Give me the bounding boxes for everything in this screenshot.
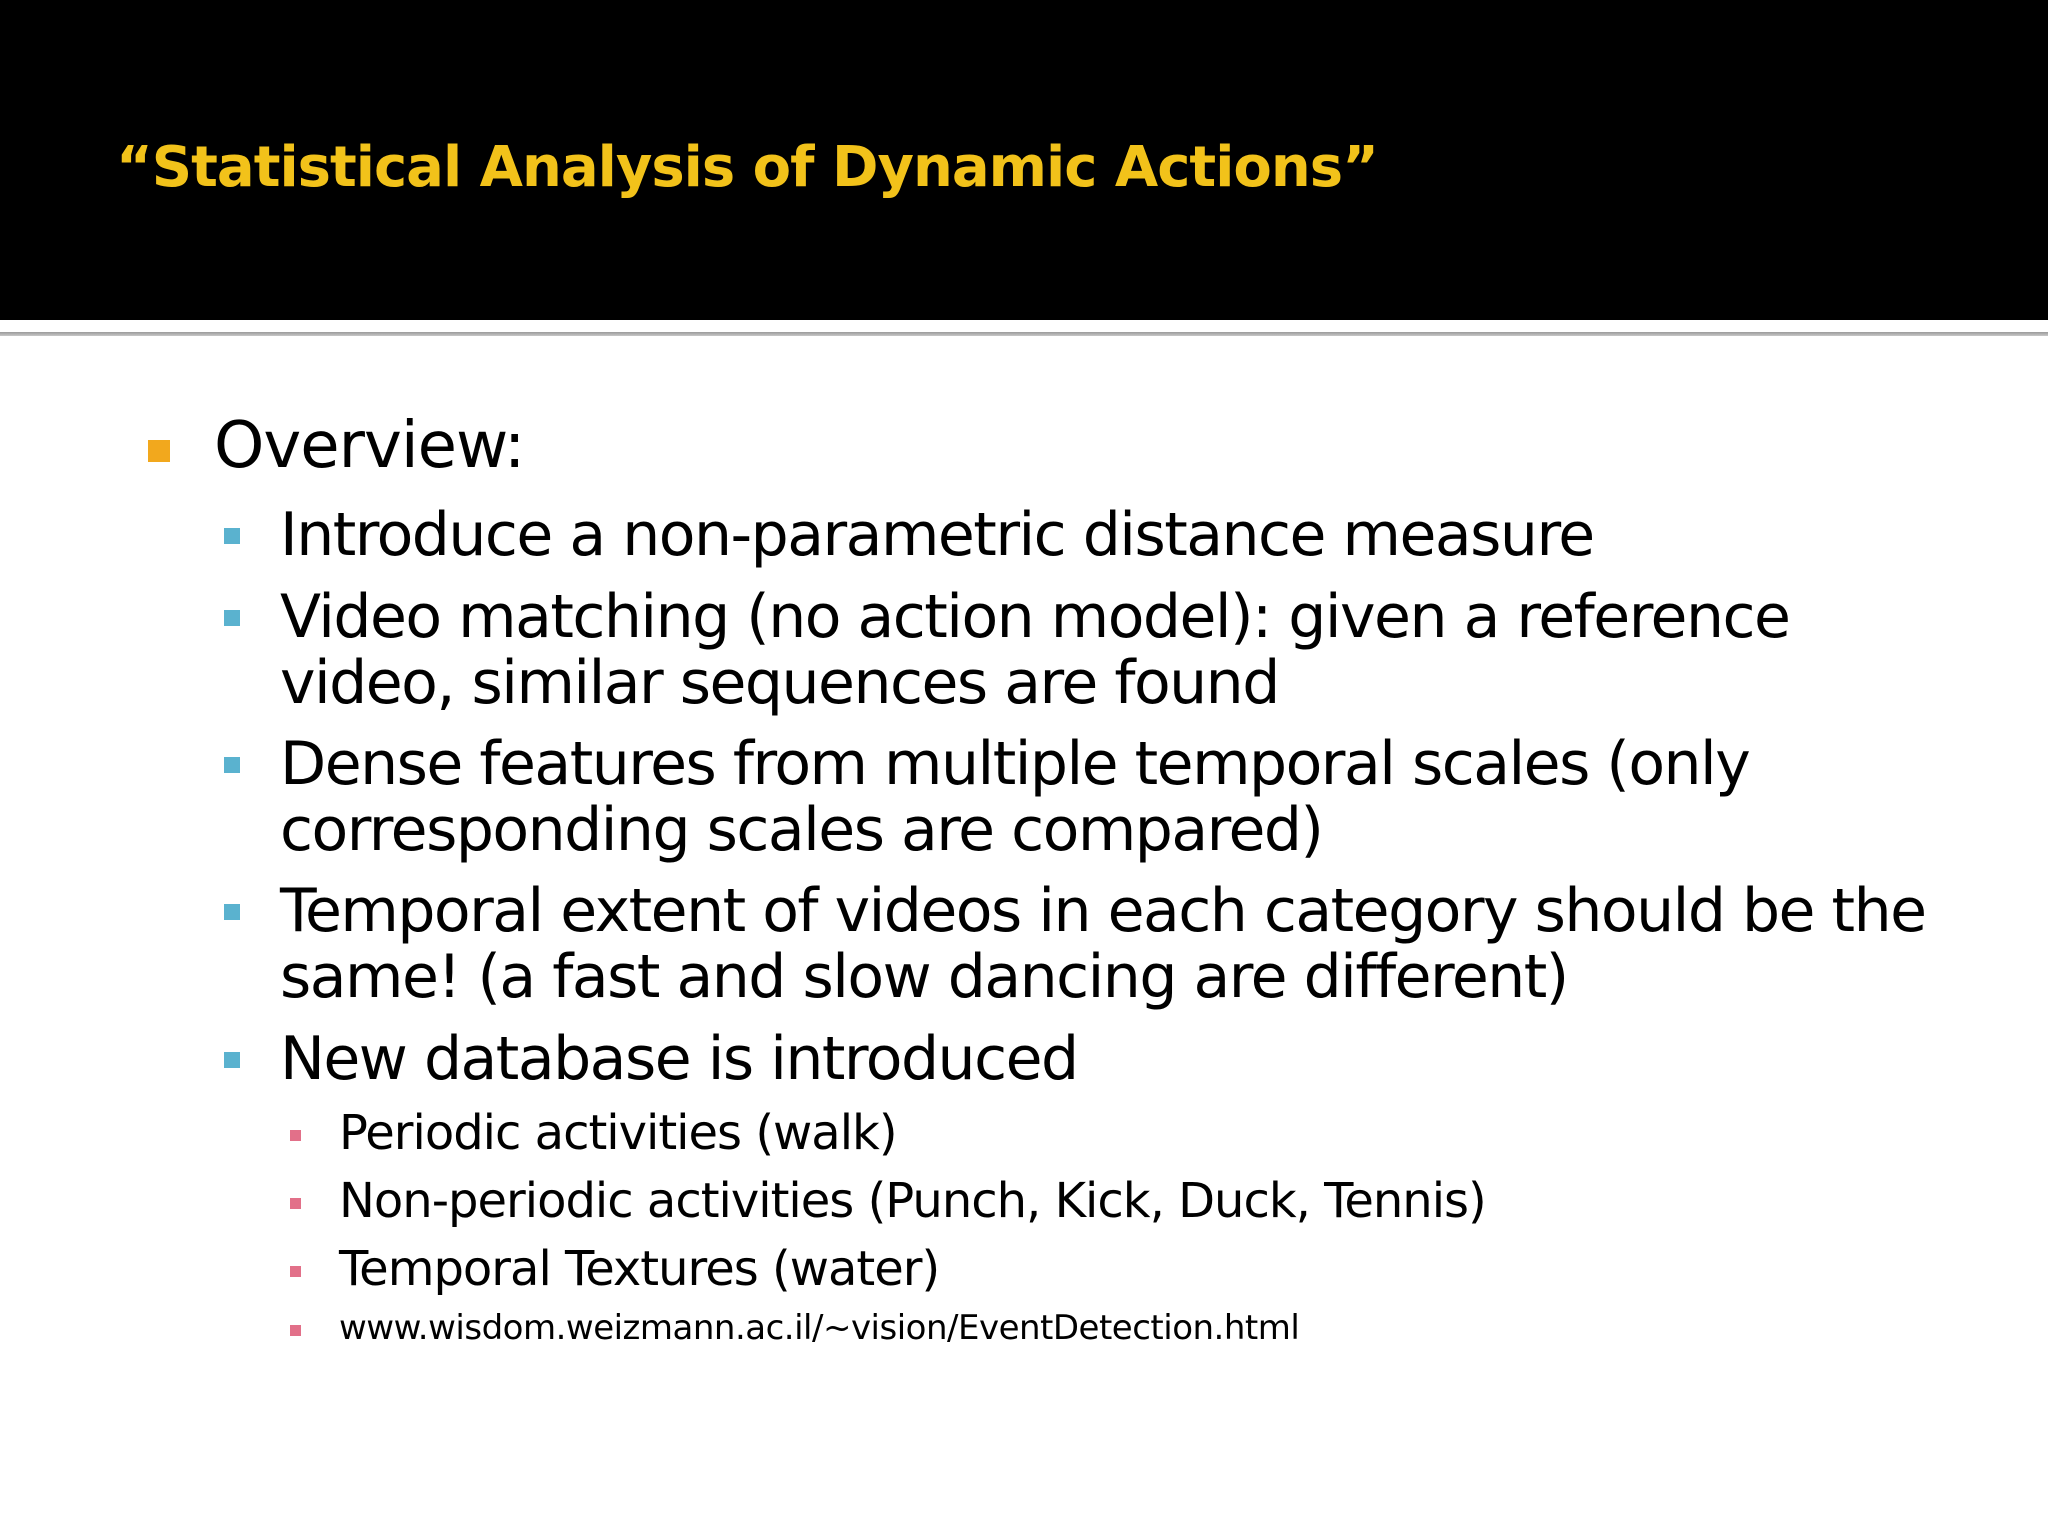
bullet-level3-icon — [290, 1198, 301, 1209]
bullet-level3-icon — [290, 1266, 301, 1277]
bullet-level2-icon — [224, 757, 240, 773]
overview-point-line: video, similar sequences are found — [280, 648, 1279, 718]
overview-point-line: same! (a fast and slow dancing are different) — [280, 942, 1568, 1012]
overview-point-line: Video matching (no action model): given a reference — [280, 582, 1790, 652]
bullet-level2-icon — [224, 904, 240, 920]
overview-point-line: Introduce a non-parametric distance measure — [280, 500, 1594, 570]
overview-point — [280, 1026, 1078, 1092]
database-item: Non-periodic activities (Punch, Kick, Duck, Tennis) — [339, 1173, 1486, 1229]
overview-point — [280, 502, 1594, 568]
database-item: Periodic activities (walk) — [339, 1105, 897, 1161]
slide-title: “Statistical Analysis of Dynamic Actions” — [116, 135, 1378, 200]
overview-point — [280, 584, 1789, 716]
bullet-level2-icon — [224, 610, 240, 626]
bullet-level3-icon — [290, 1130, 301, 1141]
overview-label: Overview: — [214, 409, 525, 483]
database-url: www.wisdom.weizmann.ac.il/~vision/EventDetection.html — [339, 1308, 1300, 1348]
overview-point-line: New database is introduced — [280, 1024, 1078, 1094]
overview-point — [280, 731, 1749, 863]
bullet-level2-icon — [224, 1052, 240, 1068]
database-item: Temporal Textures (water) — [339, 1241, 940, 1297]
bullet-level2-icon — [224, 528, 240, 544]
overview-point — [280, 878, 1926, 1010]
bullet-level1-icon — [148, 440, 170, 462]
overview-point-line: corresponding scales are compared) — [280, 795, 1323, 865]
overview-point-line: Dense features from multiple temporal scales (only — [280, 729, 1750, 799]
bullet-level3-icon — [290, 1325, 301, 1336]
overview-point-line: Temporal extent of videos in each category should be the — [280, 876, 1926, 946]
